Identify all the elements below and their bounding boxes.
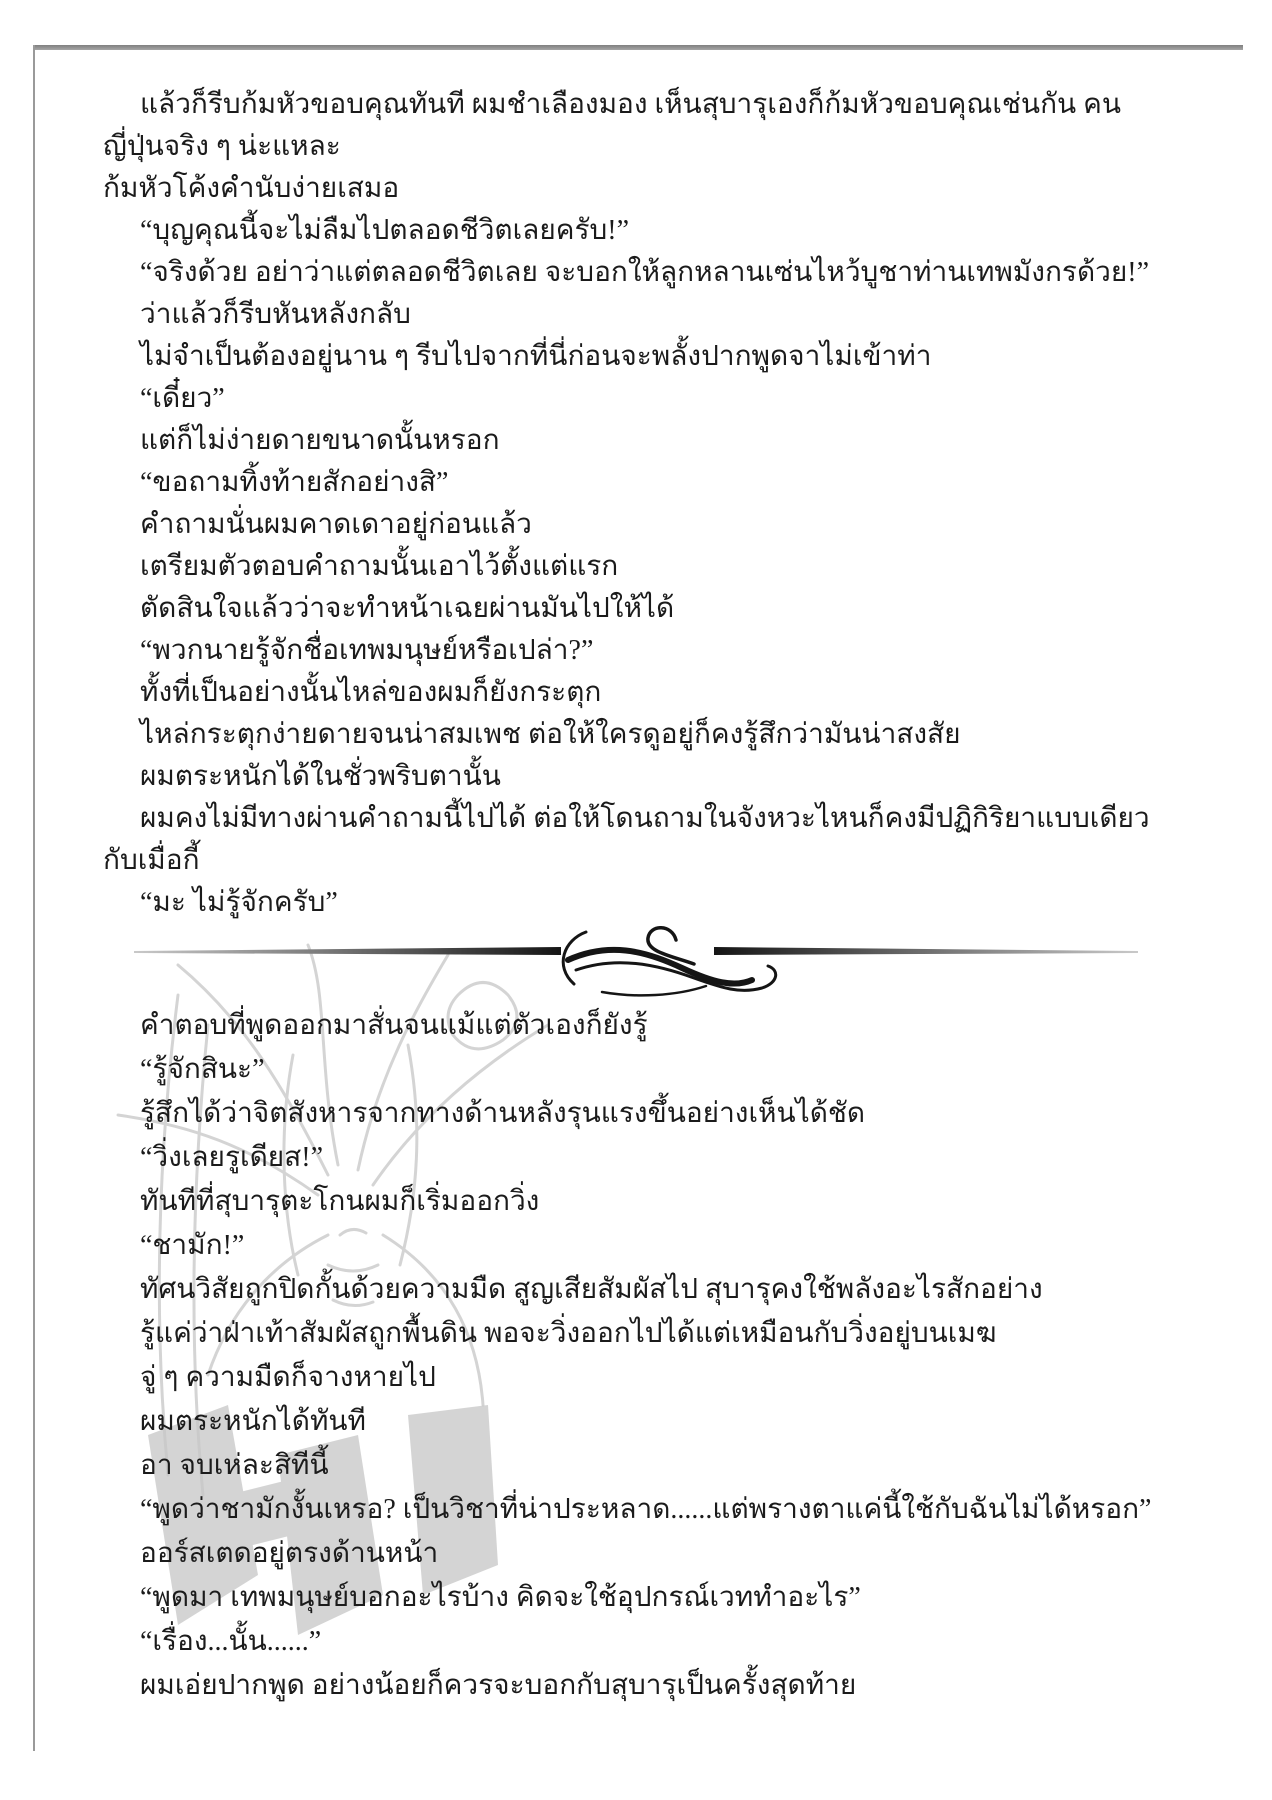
text-section-1 bbox=[103, 84, 1169, 924]
paragraph: “มะ ไม่รู้จักครับ” bbox=[140, 887, 338, 918]
paragraph: รู้สึกได้ว่าจิตสังหารจากทางด้านหลังรุนแรงขึ้นอย่างเห็นได้ชัด bbox=[140, 1098, 866, 1129]
text-column bbox=[103, 84, 1169, 1708]
paragraph: “รู้จักสินะ” bbox=[140, 1054, 265, 1085]
paragraph: ว่าแล้วก็รีบหันหลังกลับ bbox=[140, 299, 411, 330]
paragraph: ผมตระหนักได้ทันที bbox=[140, 1406, 366, 1437]
paragraph: “พูดมา เทพมนุษย์บอกอะไรบ้าง คิดจะใช้อุปกรณ์เวททำอะไร” bbox=[140, 1582, 861, 1613]
paragraph: “จริงด้วย อย่าว่าแต่ตลอดชีวิตเลย จะบอกให้ลูกหลานเซ่นไหว้บูชาท่านเทพมังกรด้วย!” bbox=[140, 257, 1150, 288]
paragraph: ตัดสินใจแล้วว่าจะทำหน้าเฉยผ่านมันไปให้ได้ bbox=[140, 593, 675, 624]
paragraph: “ชามัก!” bbox=[140, 1230, 245, 1261]
paragraph: คำตอบที่พูดออกมาสั่นจนแม้แต่ตัวเองก็ยังรู้ bbox=[140, 1010, 648, 1041]
paragraph: “เรื่อง...นั้น......” bbox=[140, 1626, 322, 1657]
paragraph: ทั้งที่เป็นอย่างนั้นไหล่ของผมก็ยังกระตุก bbox=[140, 677, 602, 708]
text-section-2 bbox=[103, 1004, 1169, 1708]
paragraph: ออร์สเตดอยู่ตรงด้านหน้า bbox=[140, 1538, 439, 1569]
paragraph: ทันทีที่สุบารุตะโกนผมก็เริ่มออกวิ่ง bbox=[140, 1186, 540, 1217]
paragraph: “วิ่งเลยรูเดียส!” bbox=[140, 1142, 323, 1173]
paragraph: คำถามนั่นผมคาดเดาอยู่ก่อนแล้ว bbox=[140, 509, 532, 540]
paragraph: “พวกนายรู้จักชื่อเทพมนุษย์หรือเปล่า?” bbox=[140, 635, 594, 666]
paragraph: “บุญคุณนี้จะไม่ลืมไปตลอดชีวิตเลยครับ!” bbox=[140, 215, 630, 246]
paragraph: ผมคงไม่มีทางผ่านคำถามนี้ไปได้ ต่อให้โดนถามในจังหวะไหนก็คงมีปฏิกิริยาแบบเดียวกับเมื่อกี้ bbox=[103, 803, 1150, 876]
section-divider bbox=[116, 926, 1156, 998]
paragraph: “ขอถามทิ้งท้ายสักอย่างสิ” bbox=[140, 467, 449, 498]
paragraph: ทัศนวิสัยถูกปิดกั้นด้วยความมืด สูญเสียสัมผัสไป สุบารุคงใช้พลังอะไรสักอย่าง bbox=[140, 1274, 1043, 1305]
paragraph: ผมเอ่ยปากพูด อย่างน้อยก็ควรจะบอกกับสุบารุเป็นครั้งสุดท้าย bbox=[140, 1670, 857, 1701]
paragraph: แล้วก็รีบก้มหัวขอบคุณทันที ผมชำเลืองมอง เห็นสุบารุเองก็ก้มหัวขอบคุณเช่นกัน คนญี่ปุ่นจริง ๆ น่ะแหละ bbox=[103, 89, 1122, 162]
paragraph: ไม่จำเป็นต้องอยู่นาน ๆ รีบไปจากที่นี่ก่อนจะพลั้งปากพูดจาไม่เข้าท่า bbox=[140, 341, 932, 372]
paragraph: แต่ก็ไม่ง่ายดายขนาดนั้นหรอก bbox=[140, 425, 500, 456]
paragraph: อา จบเห่ละสิทีนี้ bbox=[140, 1450, 329, 1481]
paragraph: จู่ ๆ ความมืดก็จางหายไป bbox=[140, 1362, 436, 1393]
paragraph: “เดี๋ยว” bbox=[140, 383, 225, 414]
page-border-top bbox=[33, 45, 1243, 50]
paragraph: เตรียมตัวตอบคำถามนั้นเอาไว้ตั้งแต่แรก bbox=[140, 551, 619, 582]
paragraph: รู้แค่ว่าฝ่าเท้าสัมผัสถูกพื้นดิน พอจะวิ่งออกไปได้แต่เหมือนกับวิ่งอยู่บนเมฆ bbox=[140, 1318, 997, 1349]
flourish-divider-graphic bbox=[116, 926, 1156, 998]
paragraph: ไหล่กระตุกง่ายดายจนน่าสมเพช ต่อให้ใครดูอยู่ก็คงรู้สึกว่ามันน่าสงสัย bbox=[140, 719, 961, 750]
paragraph: “พูดว่าชามักงั้นเหรอ? เป็นวิชาที่น่าประหลาด......แต่พรางตาแค่นี้ใช้กับฉันไม่ได้หรอก” bbox=[140, 1494, 1152, 1525]
paragraph: ก้มหัวโค้งคำนับง่ายเสมอ bbox=[103, 173, 400, 204]
paragraph: ผมตระหนักได้ในชั่วพริบตานั้น bbox=[140, 761, 501, 792]
